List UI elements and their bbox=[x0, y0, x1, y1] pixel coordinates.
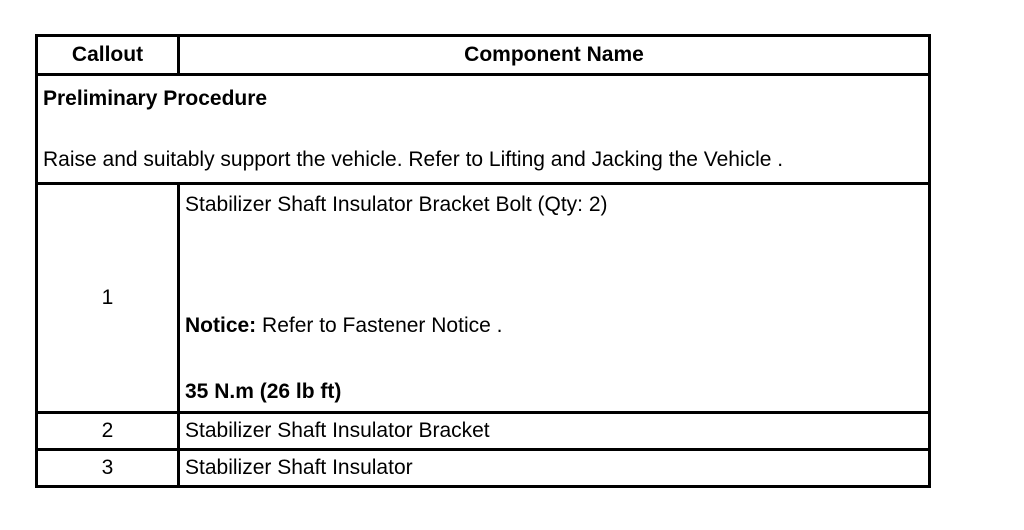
header-component-name: Component Name bbox=[179, 36, 930, 75]
table-row bbox=[37, 450, 930, 487]
notice-line bbox=[185, 313, 923, 338]
component-name: Stabilizer Shaft Insulator Bracket bbox=[179, 413, 930, 450]
notice-text: Refer to Fastener Notice . bbox=[256, 313, 503, 337]
callout-number: 1 bbox=[37, 184, 179, 413]
table-row bbox=[37, 184, 930, 413]
callout-number: 3 bbox=[37, 450, 179, 487]
procedure-table bbox=[35, 34, 931, 488]
torque-spec: 35 N.m (26 lb ft) bbox=[185, 380, 342, 404]
preliminary-procedure-title: Preliminary Procedure bbox=[43, 86, 268, 110]
table-row bbox=[37, 413, 930, 450]
callout-number: 2 bbox=[37, 413, 179, 450]
table-header-row bbox=[37, 36, 930, 75]
header-callout: Callout bbox=[37, 36, 179, 75]
preliminary-procedure-text: Raise and suitably support the vehicle. Refer to Lifting and Jacking the Vehicle . bbox=[43, 148, 784, 171]
component-name: Stabilizer Shaft Insulator Bracket Bolt (Qty: 2) bbox=[185, 192, 608, 216]
preliminary-procedure-row bbox=[37, 75, 930, 184]
component-name: Stabilizer Shaft Insulator bbox=[179, 450, 930, 487]
preliminary-procedure-cell bbox=[37, 75, 930, 184]
notice-label: Notice: bbox=[185, 313, 257, 337]
component-cell bbox=[179, 184, 930, 413]
